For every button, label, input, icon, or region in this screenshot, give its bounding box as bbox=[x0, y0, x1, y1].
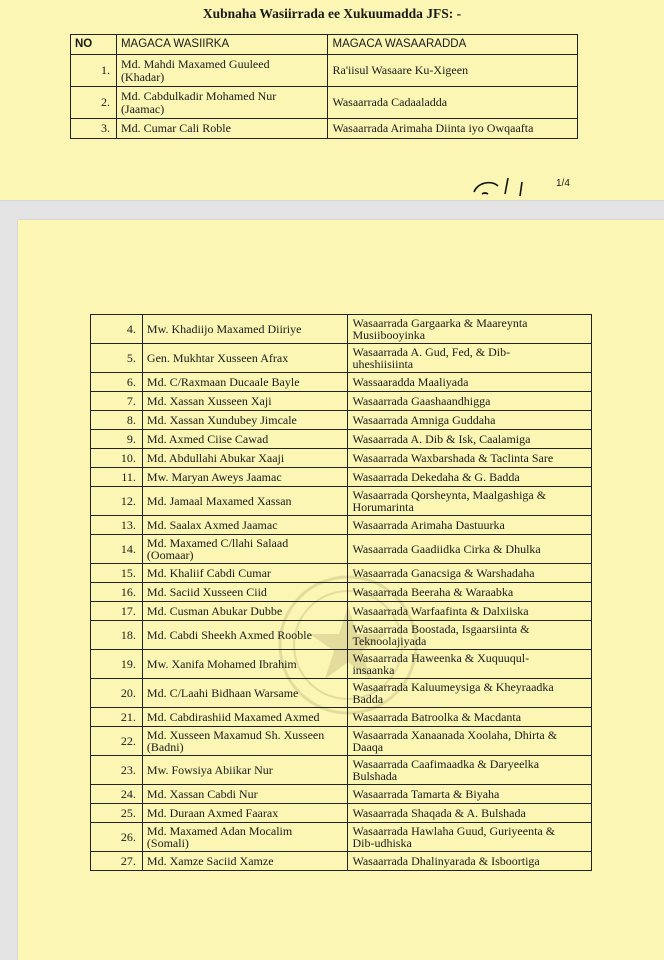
document-title: Xubnaha Wasiirrada ee Xukuumadda JFS: - bbox=[202, 6, 462, 21]
table-row bbox=[71, 55, 578, 87]
ministry-name-line: Daaqa bbox=[352, 740, 384, 754]
table-row bbox=[91, 804, 592, 823]
ministry-name-cell bbox=[348, 756, 592, 785]
table-row bbox=[91, 344, 592, 373]
row-number: 24. bbox=[91, 785, 143, 804]
minister-name-cell bbox=[142, 804, 348, 823]
table-row bbox=[91, 564, 592, 583]
row-number: 1. bbox=[71, 55, 117, 87]
row-number: 17. bbox=[91, 602, 143, 621]
table-row bbox=[91, 487, 592, 516]
minister-name-line: (Badni) bbox=[146, 740, 184, 754]
minister-name-cell bbox=[142, 727, 348, 756]
minister-name-line: Md. Saciid Xusseen Ciid bbox=[146, 584, 267, 599]
table-row bbox=[91, 602, 592, 621]
row-number: 2. bbox=[71, 87, 117, 119]
ministry-name-line: Wasaarrada Arimaha Diinta iyo Owqaafta bbox=[332, 121, 534, 136]
minister-name-line: Gen. Mukhtar Xusseen Afrax bbox=[146, 350, 289, 365]
row-number: 7. bbox=[91, 392, 143, 411]
ministry-name-line: Wasaarrada Ganacsiga & Warshadaha bbox=[352, 565, 535, 580]
row-number: 23. bbox=[91, 756, 143, 785]
table-header-row bbox=[71, 35, 578, 55]
minister-name-line: Md. Cabdirashiid Maxamed Axmed bbox=[146, 709, 320, 724]
minister-name-cell bbox=[142, 373, 348, 392]
row-number: 20. bbox=[91, 679, 143, 708]
minister-name-line: Md. Cabdulkadir Mohamed Nur bbox=[120, 89, 277, 103]
minister-name-line: Md. C/Raxmaan Ducaale Bayle bbox=[146, 374, 300, 389]
ministry-name-line: Wasaarrada Xanaanada Xoolaha, Dhirta & bbox=[352, 727, 558, 742]
table-row bbox=[71, 87, 578, 119]
minister-name-line: Md. Cabdi Sheekh Axmed Rooble bbox=[146, 627, 312, 642]
ministry-name-line: insaanka bbox=[352, 663, 395, 677]
minister-name-line: Mw. Xanifa Mohamed Ibrahim bbox=[146, 656, 297, 671]
row-number: 27. bbox=[91, 852, 143, 871]
table-row bbox=[91, 392, 592, 411]
header-no: NO bbox=[71, 35, 117, 55]
ministry-name-line: Horumarinta bbox=[352, 500, 414, 514]
minister-name-cell bbox=[142, 602, 348, 621]
minister-name-cell bbox=[142, 679, 348, 708]
ministry-name-cell bbox=[348, 583, 592, 602]
table-row bbox=[91, 373, 592, 392]
row-number: 14. bbox=[91, 535, 143, 564]
row-number: 9. bbox=[91, 430, 143, 449]
document-page-2 bbox=[18, 220, 664, 960]
row-number: 10. bbox=[91, 449, 143, 468]
row-number: 11. bbox=[91, 468, 143, 487]
minister-name-line: Md. Axmed Ciise Cawad bbox=[146, 431, 269, 446]
ministry-name-cell bbox=[348, 785, 592, 804]
ministry-name-line: Wasaarrada A. Gud, Fed, & Dib- bbox=[352, 344, 511, 359]
table-row bbox=[91, 516, 592, 535]
minister-name-cell bbox=[116, 55, 328, 87]
table-row bbox=[91, 852, 592, 871]
minister-name-line: Md. Cumar Cali Roble bbox=[120, 121, 231, 136]
table-row bbox=[91, 823, 592, 852]
minister-name-cell bbox=[142, 756, 348, 785]
ministry-name-cell bbox=[348, 679, 592, 708]
row-number: 15. bbox=[91, 564, 143, 583]
table-row bbox=[71, 119, 578, 139]
ministry-name-line: Wasaarrada Gargaarka & Maareynta bbox=[352, 315, 528, 330]
table-row bbox=[91, 679, 592, 708]
ministry-name-line: Wasaarrada Dhalinyarada & Isboortiga bbox=[352, 853, 540, 868]
minister-name-cell bbox=[142, 564, 348, 583]
header-ministry-name: MAGACA WASAARADDA bbox=[328, 35, 578, 55]
ministry-name-line: Wasaarrada Tamarta & Biyaha bbox=[352, 786, 500, 801]
minister-name-line: Mw. Fowsiya Abiikar Nur bbox=[146, 762, 273, 777]
minister-name-cell bbox=[142, 583, 348, 602]
table-row bbox=[91, 756, 592, 785]
minister-name-cell bbox=[142, 344, 348, 373]
ministry-name-line: Wasaarrada Gaashaandhigga bbox=[352, 393, 491, 408]
minister-name-line: Md. Xamze Saciid Xamze bbox=[146, 853, 274, 868]
minister-name-line: Md. C/Laahi Bidhaan Warsame bbox=[146, 685, 299, 700]
row-number: 5. bbox=[91, 344, 143, 373]
minister-name-line: Md. Khaliif Cabdi Cumar bbox=[146, 565, 271, 580]
ministry-name-line: Wasaarrada Dekedaha & G. Badda bbox=[352, 469, 520, 484]
ministers-table-page-1 bbox=[70, 34, 578, 139]
ministry-name-line: Wasaarrada A. Dib & Isk, Caalamiga bbox=[352, 431, 531, 446]
row-number: 8. bbox=[91, 411, 143, 430]
row-number: 6. bbox=[91, 373, 143, 392]
minister-name-cell bbox=[142, 823, 348, 852]
ministry-name-cell bbox=[328, 119, 578, 139]
header-minister-name: MAGACA WASIIRKA bbox=[116, 35, 328, 55]
minister-name-cell bbox=[142, 535, 348, 564]
ministry-name-cell bbox=[348, 708, 592, 727]
minister-name-cell bbox=[142, 449, 348, 468]
table-row bbox=[91, 315, 592, 344]
ministry-name-line: Wasaarrada Qorsheynta, Maalgashiga & bbox=[352, 487, 547, 502]
document-page-1 bbox=[0, 0, 664, 200]
ministry-name-cell bbox=[348, 823, 592, 852]
minister-name-line: Mw. Khadiijo Maxamed Diiriye bbox=[146, 321, 302, 336]
ministry-name-line: Wasaarrada Amniga Guddaha bbox=[352, 412, 496, 427]
row-number: 16. bbox=[91, 583, 143, 602]
minister-name-cell bbox=[142, 487, 348, 516]
minister-name-cell bbox=[142, 852, 348, 871]
ministry-name-line: Wasaarrada Cadaaladda bbox=[332, 95, 448, 110]
minister-name-cell bbox=[142, 621, 348, 650]
table-row bbox=[91, 650, 592, 679]
minister-name-line: Md. Maxamed Adan Mocalim bbox=[146, 823, 293, 838]
page-number: 1/4 bbox=[556, 178, 570, 189]
ministry-name-line: Wasaarrada Boostada, Isgaarsiinta & bbox=[352, 621, 530, 636]
ministry-name-cell bbox=[348, 487, 592, 516]
ministry-name-cell bbox=[348, 650, 592, 679]
ministry-name-cell bbox=[348, 315, 592, 344]
ministry-name-cell bbox=[348, 411, 592, 430]
minister-name-cell bbox=[142, 708, 348, 727]
row-number: 25. bbox=[91, 804, 143, 823]
ministry-name-line: Wasaarrada Arimaha Dastuurka bbox=[352, 517, 505, 532]
minister-name-line: (Jaamac) bbox=[120, 101, 165, 116]
table-row bbox=[91, 468, 592, 487]
row-number: 21. bbox=[91, 708, 143, 727]
ministry-name-cell bbox=[348, 373, 592, 392]
ministry-name-line: Badda bbox=[352, 692, 384, 706]
minister-name-line: Mw. Maryan Aweys Jaamac bbox=[146, 469, 282, 484]
ministry-name-cell bbox=[348, 468, 592, 487]
table-row bbox=[91, 708, 592, 727]
table-row bbox=[91, 621, 592, 650]
minister-name-cell bbox=[142, 785, 348, 804]
ministry-name-line: Wasaarrada Waxbarshada & Taclinta Sare bbox=[352, 450, 554, 465]
ministry-name-cell bbox=[348, 392, 592, 411]
ministry-name-cell bbox=[328, 55, 578, 87]
ministry-name-line: uheshiisiinta bbox=[352, 357, 414, 371]
minister-name-cell bbox=[142, 315, 348, 344]
minister-name-line: Md. Maxamed C/llahi Salaad bbox=[146, 535, 289, 550]
minister-name-line: Md. Xassan Xusseen Xaji bbox=[146, 393, 272, 408]
row-number: 26. bbox=[91, 823, 143, 852]
minister-name-cell bbox=[142, 468, 348, 487]
minister-name-line: (Somali) bbox=[146, 836, 189, 850]
ministry-name-cell bbox=[348, 727, 592, 756]
minister-name-line: Md. Duraan Axmed Faarax bbox=[146, 805, 279, 820]
minister-name-cell bbox=[142, 430, 348, 449]
ministry-name-cell bbox=[348, 430, 592, 449]
ministers-table-page-2 bbox=[90, 314, 592, 871]
row-number: 13. bbox=[91, 516, 143, 535]
row-number: 19. bbox=[91, 650, 143, 679]
handwritten-initials bbox=[468, 172, 528, 198]
minister-name-line: Md. Mahdi Maxamed Guuleed bbox=[120, 57, 270, 71]
row-number: 4. bbox=[91, 315, 143, 344]
minister-name-cell bbox=[142, 516, 348, 535]
ministry-name-line: Wasaarrada Warfaafinta & Dalxiiska bbox=[352, 603, 529, 618]
row-number: 12. bbox=[91, 487, 143, 516]
minister-name-line: (Khadar) bbox=[120, 69, 165, 84]
row-number: 18. bbox=[91, 621, 143, 650]
ministry-name-line: Wasaarrada Haweenka & Xuquuqul- bbox=[352, 650, 530, 665]
table-row bbox=[91, 449, 592, 468]
ministry-name-line: Wasaarrada Beeraha & Waraabka bbox=[352, 584, 514, 599]
minister-name-line: Md. Xusseen Maxamud Sh. Xusseen bbox=[146, 727, 325, 742]
ministry-name-cell bbox=[348, 535, 592, 564]
ministry-name-line: Wassaaradda Maaliyada bbox=[352, 374, 469, 389]
ministry-name-line: Musiibooyinka bbox=[352, 328, 426, 342]
row-number: 22. bbox=[91, 727, 143, 756]
minister-name-line: Md. Cusman Abukar Dubbe bbox=[146, 603, 283, 618]
ministry-name-cell bbox=[348, 804, 592, 823]
table-row bbox=[91, 583, 592, 602]
ministry-name-cell bbox=[348, 516, 592, 535]
table-row bbox=[91, 430, 592, 449]
table-row bbox=[91, 785, 592, 804]
minister-name-cell bbox=[142, 650, 348, 679]
ministry-name-cell bbox=[348, 449, 592, 468]
ministry-name-line: Bulshada bbox=[352, 769, 398, 783]
ministry-name-line: Wasaarrada Batroolka & Macdanta bbox=[352, 709, 522, 724]
ministry-name-line: Wasaarrada Hawlaha Guud, Guriyeenta & bbox=[352, 823, 556, 838]
table-row bbox=[91, 535, 592, 564]
table-row bbox=[91, 727, 592, 756]
minister-name-line: Md. Saalax Axmed Jaamac bbox=[146, 517, 278, 532]
minister-name-line: (Oomaar) bbox=[146, 548, 194, 562]
ministry-name-line: Wasaarrada Caafimaadka & Daryeelka bbox=[352, 756, 540, 771]
table-row bbox=[91, 411, 592, 430]
ministry-name-line: Ra'iisul Wasaare Ku-Xigeen bbox=[332, 63, 469, 78]
ministry-name-cell bbox=[348, 852, 592, 871]
ministry-name-line: Wasaarrada Kaluumeysiga & Kheyraadka bbox=[352, 679, 554, 694]
minister-name-cell bbox=[142, 411, 348, 430]
minister-name-line: Md. Jamaal Maxamed Xassan bbox=[146, 493, 292, 508]
minister-name-cell bbox=[116, 87, 328, 119]
ministry-name-line: Wasaarrada Shaqada & A. Bulshada bbox=[352, 805, 526, 820]
ministry-name-cell bbox=[328, 87, 578, 119]
row-number: 3. bbox=[71, 119, 117, 139]
minister-name-line: Md. Xassan Xundubey Jimcale bbox=[146, 412, 297, 427]
minister-name-cell bbox=[116, 119, 328, 139]
ministry-name-cell bbox=[348, 564, 592, 583]
minister-name-cell bbox=[142, 392, 348, 411]
ministry-name-line: Wasaarrada Gaadiidka Cirka & Dhulka bbox=[352, 541, 541, 556]
minister-name-line: Md. Abdullahi Abukar Xaaji bbox=[146, 450, 285, 465]
ministry-name-line: Dib-udhiska bbox=[352, 836, 412, 850]
ministry-name-cell bbox=[348, 344, 592, 373]
ministry-name-cell bbox=[348, 602, 592, 621]
ministry-name-cell bbox=[348, 621, 592, 650]
ministry-name-line: Teknoolajiyada bbox=[352, 634, 427, 648]
minister-name-line: Md. Xassan Cabdi Nur bbox=[146, 786, 258, 801]
